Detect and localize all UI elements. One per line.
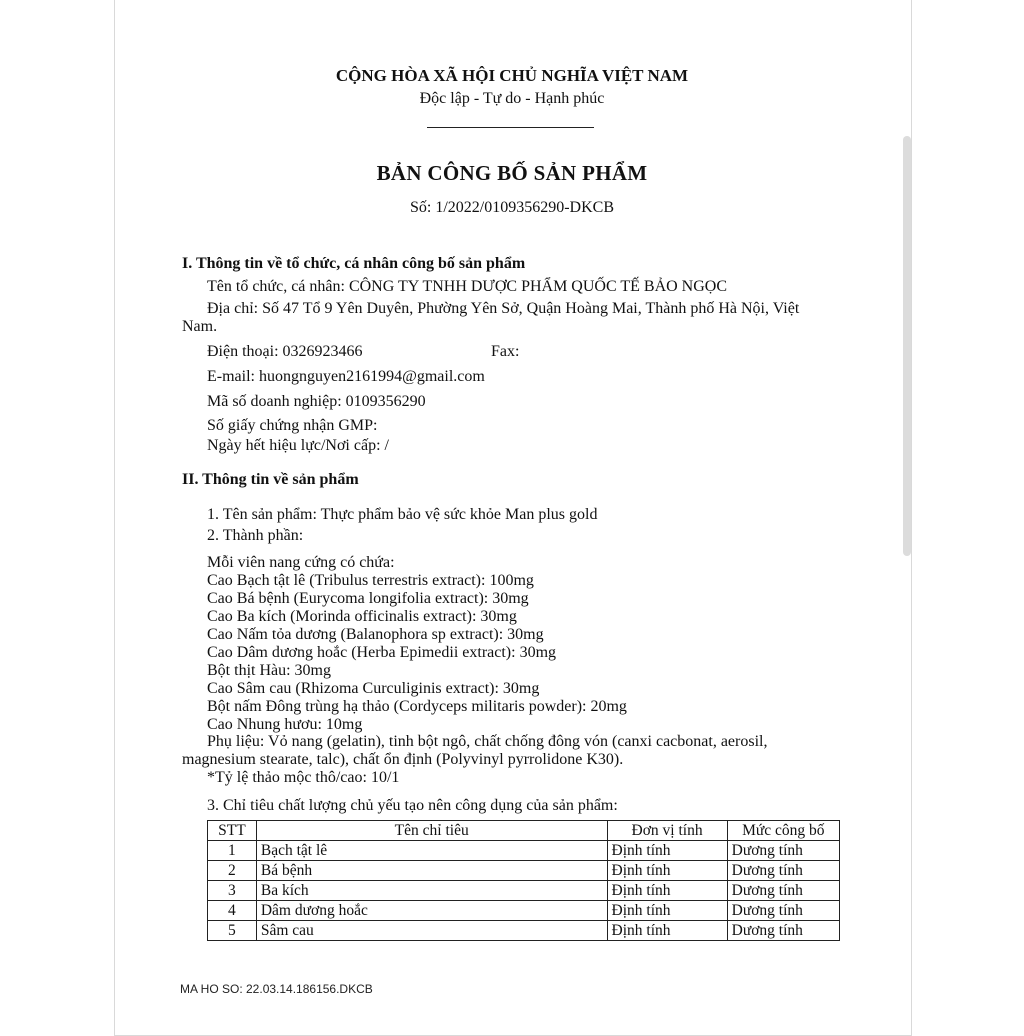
list-item: Cao Ba kích (Morinda officinalis extract): 30mg xyxy=(207,608,517,625)
tax-code: Mã số doanh nghiệp: 0109356290 xyxy=(207,393,426,410)
email: E-mail: huongnguyen2161994@gmail.com xyxy=(207,368,485,385)
col-unit: Đơn vị tính xyxy=(607,821,727,841)
cell-stt: 1 xyxy=(208,841,257,861)
table-row xyxy=(208,861,840,881)
col-stt: STT xyxy=(208,821,257,841)
list-item: Cao Dâm dương hoắc (Herba Epimedii extract): 30mg xyxy=(207,644,557,661)
org-name: Tên tổ chức, cá nhân: CÔNG TY TNHH DƯỢC PHẨM QUỐC TẾ BẢO NGỌC xyxy=(207,278,728,295)
list-item: Bột thịt Hàu: 30mg xyxy=(207,662,331,679)
excipient-line2: magnesium stearate, talc), chất ổn định (Polyvinyl pyrrolidone K30). xyxy=(182,751,624,768)
cell-criterion: Sâm cau xyxy=(256,921,607,941)
cell-stt: 5 xyxy=(208,921,257,941)
cell-criterion: Dâm dương hoắc xyxy=(256,901,607,921)
cell-unit: Định tính xyxy=(607,861,727,881)
list-item: Bột nấm Đông trùng hạ thảo (Cordyceps militaris powder): 20mg xyxy=(207,698,627,715)
list-item: Cao Nhung hươu: 10mg xyxy=(207,716,363,733)
motto: Độc lập - Tự do - Hạnh phúc xyxy=(419,90,605,107)
cell-unit: Định tính xyxy=(607,841,727,861)
cell-level: Dương tính xyxy=(727,881,839,901)
quality-label: 3. Chỉ tiêu chất lượng chủ yếu tạo nên công dụng của sản phẩm: xyxy=(207,797,618,814)
record-code: MA HO SO: 22.03.14.186156.DKCB xyxy=(180,982,373,996)
section1-heading: I. Thông tin về tổ chức, cá nhân công bố sản phẩm xyxy=(182,255,526,272)
cell-criterion: Ba kích xyxy=(256,881,607,901)
section2-heading: II. Thông tin về sản phẩm xyxy=(182,471,359,488)
cell-criterion: Bạch tật lê xyxy=(256,841,607,861)
table-row xyxy=(208,901,840,921)
list-item: Cao Nấm tỏa dương (Balanophora sp extract): 30mg xyxy=(207,626,544,643)
list-item: Cao Bá bệnh (Eurycoma longifolia extract): 30mg xyxy=(207,590,529,607)
cell-level: Dương tính xyxy=(727,841,839,861)
cell-level: Dương tính xyxy=(727,921,839,941)
phone: Điện thoại: 0326923466 xyxy=(207,343,363,360)
cell-unit: Định tính xyxy=(607,901,727,921)
table-row xyxy=(208,881,840,901)
gmp-number: Số giấy chứng nhận GMP: xyxy=(207,417,378,434)
cell-stt: 2 xyxy=(208,861,257,881)
list-item: Mỗi viên nang cứng có chứa: xyxy=(207,554,395,571)
ingredient-list xyxy=(207,554,627,734)
document-title: BẢN CÔNG BỐ SẢN PHẨM xyxy=(376,161,648,185)
excipient-line1: Phụ liệu: Vỏ nang (gelatin), tinh bột ngô, chất chống đông vón (canxi cacbonat, aerosil, xyxy=(207,733,768,750)
col-level: Mức công bố xyxy=(727,821,839,841)
document-number: Số: 1/2022/0109356290-DKCB xyxy=(409,199,614,216)
nation-heading: CỘNG HÒA XÃ HỘI CHỦ NGHĨA VIỆT NAM xyxy=(335,66,689,85)
col-criterion: Tên chỉ tiêu xyxy=(256,821,607,841)
cell-unit: Định tính xyxy=(607,881,727,901)
quality-table xyxy=(207,820,840,941)
address-line1: Địa chỉ: Số 47 Tổ 9 Yên Duyên, Phường Yên Sở, Quận Hoàng Mai, Thành phố Hà Nội, Việt xyxy=(207,300,800,317)
product-name: 1. Tên sản phẩm: Thực phẩm bảo vệ sức khỏe Man plus gold xyxy=(207,506,598,523)
herb-ratio: *Tỷ lệ thảo mộc thô/cao: 10/1 xyxy=(207,769,400,786)
cell-criterion: Bá bệnh xyxy=(256,861,607,881)
cell-stt: 3 xyxy=(208,881,257,901)
table-header-row xyxy=(208,821,840,841)
table-row xyxy=(208,841,840,861)
expiry: Ngày hết hiệu lực/Nơi cấp: / xyxy=(207,437,389,454)
cell-level: Dương tính xyxy=(727,861,839,881)
list-item: Cao Bạch tật lê (Tribulus terrestris extract): 100mg xyxy=(207,572,534,589)
table-row xyxy=(208,921,840,941)
cell-unit: Định tính xyxy=(607,921,727,941)
list-item: Cao Sâm cau (Rhizoma Curculiginis extract): 30mg xyxy=(207,680,540,697)
fax: Fax: xyxy=(491,343,520,360)
address-line2: Nam. xyxy=(182,318,218,335)
composition-label: 2. Thành phần: xyxy=(207,527,304,544)
cell-stt: 4 xyxy=(208,901,257,921)
cell-level: Dương tính xyxy=(727,901,839,921)
divider xyxy=(427,127,594,128)
